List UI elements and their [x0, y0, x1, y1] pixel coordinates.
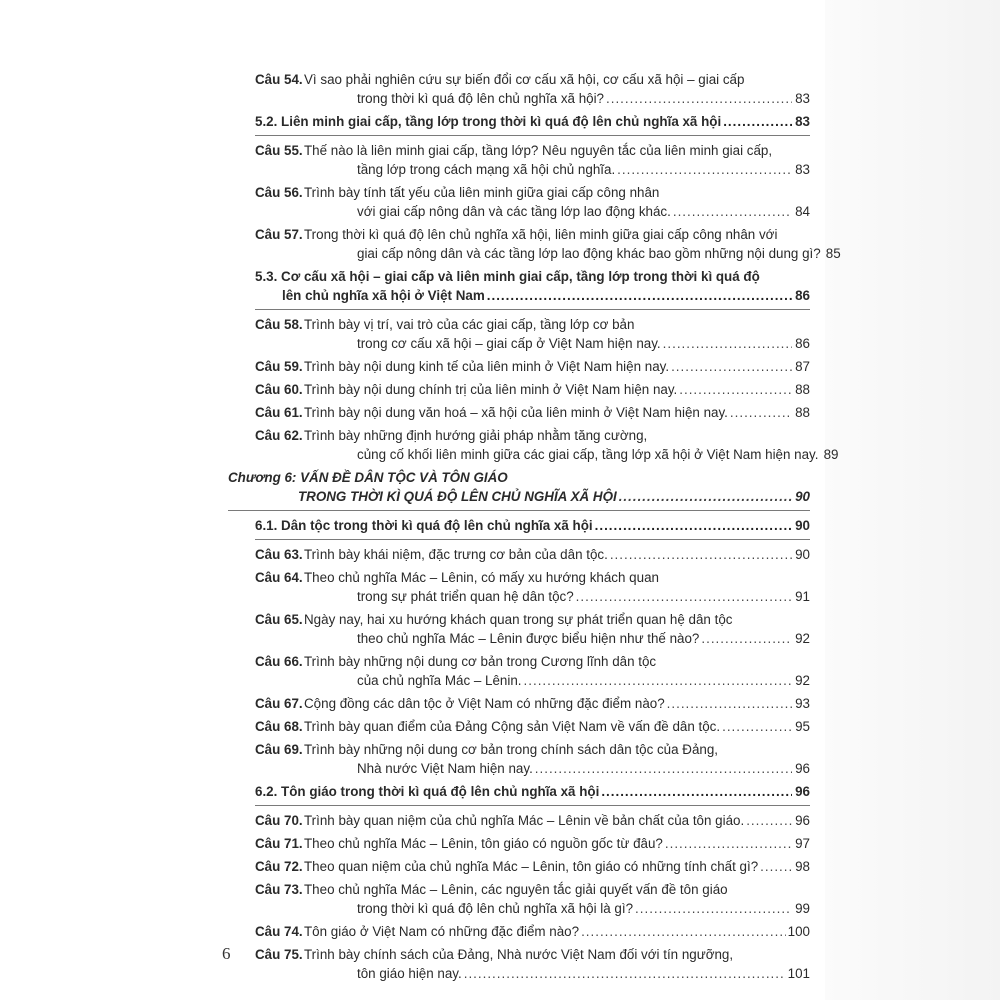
dot-leader: [679, 380, 792, 399]
heading-text: 6.1. Dân tộc trong thời kì quá độ lên chủ nghĩa xã hội: [255, 518, 593, 533]
entry-text: Theo chủ nghĩa Mác – Lênin, có mấy xu hướng khách quan: [304, 570, 659, 585]
adjacent-page-edge: [825, 0, 1000, 1000]
toc-entry: [228, 141, 810, 179]
table-of-contents: [228, 70, 841, 987]
question-label: Câu 69.: [255, 742, 303, 757]
page-ref: 86: [795, 288, 810, 303]
toc-entry: [228, 945, 810, 983]
dot-leader: [617, 160, 792, 179]
heading-text: 5.3. Cơ cấu xã hội – giai cấp và liên minh giai cấp, tầng lớp trong thời kì quá độ: [255, 269, 760, 284]
entry-text: Theo chủ nghĩa Mác – Lênin, tôn giáo có nguồn gốc từ đâu?: [304, 836, 663, 851]
question-label: Câu 72.: [255, 859, 303, 874]
question-label: Câu 58.: [255, 317, 303, 332]
entry-text: trong thời kì quá độ lên chủ nghĩa xã hội?: [357, 91, 605, 106]
entry-text: Trình bày quan niệm của chủ nghĩa Mác – Lênin về bản chất của tôn giáo.: [304, 813, 745, 828]
dot-leader: [760, 857, 792, 876]
question-label: Câu 61.: [255, 405, 303, 420]
chapter-heading: [228, 468, 810, 506]
entry-text: Tôn giáo ở Việt Nam có những đặc điểm nào?: [304, 924, 580, 939]
dot-leader: [663, 334, 792, 353]
page-ref: 86: [795, 336, 810, 351]
question-label: Câu 54.: [255, 72, 303, 87]
page-ref: 99: [795, 901, 810, 916]
dot-leader: [595, 516, 792, 535]
entry-text: Vì sao phải nghiên cứu sự biến đổi cơ cấu xã hội, cơ cấu xã hội – giai cấp: [304, 72, 745, 87]
entry-text: Trình bày nội dung chính trị của liên minh ở Việt Nam hiện nay.: [304, 382, 678, 397]
page-ref: 83: [795, 114, 810, 129]
toc-entry: [228, 315, 810, 353]
entry-text: Trình bày những nội dung cơ bản trong Cương lĩnh dân tộc: [304, 654, 657, 669]
question-label: Câu 70.: [255, 813, 303, 828]
question-label: Câu 66.: [255, 654, 303, 669]
entry-text: với giai cấp nông dân và các tầng lớp lao động khác.: [357, 204, 671, 219]
question-label: Câu 68.: [255, 719, 303, 734]
page-ref: 87: [795, 359, 810, 374]
heading-underline: [228, 510, 810, 511]
entry-text: Trình bày nội dung văn hoá – xã hội của liên minh ở Việt Nam hiện nay.: [304, 405, 728, 420]
section-heading: [228, 782, 810, 801]
heading-underline: [255, 539, 810, 540]
dot-leader: [535, 759, 792, 778]
section-heading: [228, 112, 810, 131]
dot-leader: [464, 964, 786, 983]
page-ref: 93: [795, 696, 810, 711]
toc-entry: [228, 857, 810, 876]
toc-entry: [228, 880, 810, 918]
entry-text: Trình bày những nội dung cơ bản trong chính sách dân tộc của Đảng,: [304, 742, 719, 757]
page-ref: 83: [795, 162, 810, 177]
toc-entry: [228, 70, 810, 108]
entry-text: Thế nào là liên minh giai cấp, tầng lớp? Nêu nguyên tắc của liên minh giai cấp,: [304, 143, 773, 158]
dot-leader: [671, 357, 792, 376]
entry-text: Theo chủ nghĩa Mác – Lênin, các nguyên tắc giải quyết vấn đề tôn giáo: [304, 882, 728, 897]
question-label: Câu 55.: [255, 143, 303, 158]
heading-text: 5.2. Liên minh giai cấp, tầng lớp trong thời kì quá độ lên chủ nghĩa xã hội: [255, 114, 722, 129]
page-ref: 96: [795, 761, 810, 776]
dot-leader: [746, 811, 792, 830]
dot-leader: [601, 782, 792, 801]
page-ref: 91: [795, 589, 810, 604]
heading-text: TRONG THỜI KÌ QUÁ ĐỘ LÊN CHỦ NGHĨA XÃ HỘI: [298, 489, 617, 504]
entry-text: củng cố khối liên minh giữa các giai cấp, tầng lớp xã hội ở Việt Nam hiện nay.: [357, 447, 819, 462]
question-label: Câu 67.: [255, 696, 303, 711]
dot-leader: [667, 694, 792, 713]
dot-leader: [723, 112, 792, 131]
entry-text: Trình bày những định hướng giải pháp nhằm tăng cường,: [304, 428, 648, 443]
page-ref: 92: [795, 631, 810, 646]
page-ref: 98: [795, 859, 810, 874]
entry-text: Trình bày khái niệm, đặc trưng cơ bản của dân tộc.: [304, 547, 608, 562]
dot-leader: [606, 89, 792, 108]
page-ref: 84: [795, 204, 810, 219]
toc-entry: [228, 568, 810, 606]
toc-entry: [228, 740, 810, 778]
toc-entry: [228, 357, 810, 376]
dot-leader: [619, 487, 792, 506]
entry-text: của chủ nghĩa Mác – Lênin.: [357, 673, 522, 688]
question-label: Câu 56.: [255, 185, 303, 200]
page-ref: 83: [795, 91, 810, 106]
entry-text: Trình bày chính sách của Đảng, Nhà nước Việt Nam đối với tín ngưỡng,: [304, 947, 734, 962]
page-ref: 89: [823, 447, 839, 462]
toc-entry: [228, 811, 810, 830]
page-ref: 96: [795, 784, 810, 799]
toc-entry: [228, 545, 810, 564]
entry-text: trong sự phát triển quan hệ dân tộc?: [357, 589, 574, 604]
entry-text: Trình bày nội dung kinh tế của liên minh ở Việt Nam hiện nay.: [304, 359, 670, 374]
toc-entry: [228, 225, 841, 263]
page-ref: 95: [795, 719, 810, 734]
page-ref: 90: [795, 518, 810, 533]
dot-leader: [673, 202, 792, 221]
entry-text: Trình bày vị trí, vai trò của các giai cấp, tầng lớp cơ bản: [304, 317, 635, 332]
toc-entry: [228, 610, 810, 648]
entry-text: Nhà nước Việt Nam hiện nay.: [357, 761, 533, 776]
entry-text: trong thời kì quá độ lên chủ nghĩa xã hội là gì?: [357, 901, 634, 916]
toc-entry: [228, 922, 810, 941]
dot-leader: [524, 671, 792, 690]
dot-leader: [610, 545, 792, 564]
question-label: Câu 71.: [255, 836, 303, 851]
page-ref: 88: [795, 405, 810, 420]
question-label: Câu 57.: [255, 227, 303, 242]
entry-text: Trình bày quan điểm của Đảng Cộng sản Việt Nam về vấn đề dân tộc.: [304, 719, 721, 734]
entry-text: Theo quan niệm của chủ nghĩa Mác – Lênin, tôn giáo có những tính chất gì?: [304, 859, 759, 874]
entry-text: Cộng đồng các dân tộc ở Việt Nam có những đặc điểm nào?: [304, 696, 665, 711]
entry-text: tầng lớp trong cách mạng xã hội chủ nghĩa.: [357, 162, 616, 177]
question-label: Câu 75.: [255, 947, 303, 962]
entry-text: trong cơ cấu xã hội – giai cấp ở Việt Nam hiện nay.: [357, 336, 661, 351]
toc-entry: [228, 183, 810, 221]
question-label: Câu 60.: [255, 382, 303, 397]
dot-leader: [665, 834, 792, 853]
heading-underline: [255, 309, 810, 310]
heading-text: 6.2. Tôn giáo trong thời kì quá độ lên chủ nghĩa xã hội: [255, 784, 600, 799]
page-ref: 88: [795, 382, 810, 397]
toc-entry: [228, 380, 810, 399]
question-label: Câu 73.: [255, 882, 303, 897]
toc-entry: [228, 426, 839, 464]
dot-leader: [581, 922, 786, 941]
page-ref: 90: [795, 547, 810, 562]
section-heading: [228, 267, 810, 305]
dot-leader: [730, 403, 792, 422]
toc-entry: [228, 717, 810, 736]
question-label: Câu 65.: [255, 612, 303, 627]
toc-entry: [228, 694, 810, 713]
question-label: Câu 74.: [255, 924, 303, 939]
toc-entry: [228, 652, 810, 690]
toc-entry: [228, 403, 810, 422]
dot-leader: [722, 717, 792, 736]
entry-text: Trình bày tính tất yếu của liên minh giữa giai cấp công nhân: [304, 185, 660, 200]
page-ref: 96: [795, 813, 810, 828]
heading-text: lên chủ nghĩa xã hội ở Việt Nam: [282, 288, 485, 303]
page-ref: 85: [825, 246, 841, 261]
entry-text: theo chủ nghĩa Mác – Lênin được biểu hiện như thế nào?: [357, 631, 700, 646]
page-number: 6: [222, 944, 231, 963]
toc-entry: [228, 834, 810, 853]
dot-leader: [701, 629, 792, 648]
page-ref: 92: [795, 673, 810, 688]
question-label: Câu 59.: [255, 359, 303, 374]
dot-leader: [576, 587, 792, 606]
heading-underline: [255, 135, 810, 136]
page-ref: 100: [787, 924, 810, 939]
entry-text: giai cấp nông dân và các tầng lớp lao động khác bao gồm những nội dung gì?: [357, 246, 821, 261]
dot-leader: [635, 899, 792, 918]
page-ref: 97: [795, 836, 810, 851]
question-label: Câu 62.: [255, 428, 303, 443]
heading-underline: [255, 805, 810, 806]
page-ref: 101: [787, 966, 810, 981]
section-heading: [228, 516, 810, 535]
entry-text: tôn giáo hiện nay.: [357, 966, 462, 981]
heading-text: Chương 6: VẤN ĐỀ DÂN TỘC VÀ TÔN GIÁO: [228, 470, 508, 485]
question-label: Câu 64.: [255, 570, 303, 585]
entry-text: Trong thời kì quá độ lên chủ nghĩa xã hội, liên minh giữa giai cấp công nhân với: [304, 227, 778, 242]
question-label: Câu 63.: [255, 547, 303, 562]
page-ref: 90: [795, 489, 810, 504]
entry-text: Ngày nay, hai xu hướng khách quan trong sự phát triển quan hệ dân tộc: [304, 612, 733, 627]
dot-leader: [487, 286, 792, 305]
